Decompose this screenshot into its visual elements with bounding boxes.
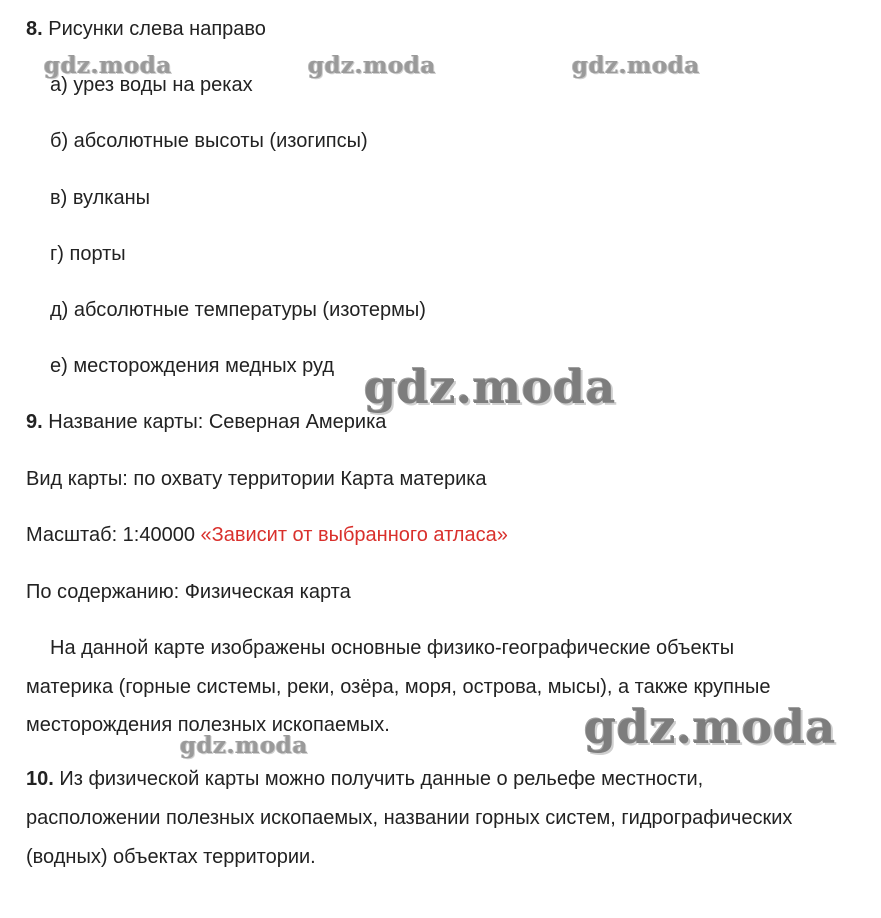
q9-map-name-line [26,410,386,434]
q8-item-b: б) абсолютные высоты (изогипсы) [50,130,368,152]
q9-map-type: Вид карты: по охвату территории Карта материка [26,468,487,490]
watermark-logo: gdz.moda [364,360,616,414]
q10-line-3: (водных) объектах территории. [26,846,316,868]
q9-scale-line [26,523,508,547]
watermark-logo: gdz.moda [572,52,700,79]
q9-paragraph-line-3: месторождения полезных ископаемых. [26,714,390,736]
q9-scale-note: «Зависит от выбранного атласа» [200,524,508,546]
q9-scale-label: Масштаб: 1:40000 [26,524,201,546]
watermark-logo: gdz.moda [180,732,308,759]
q8-item-d: г) порты [50,243,126,265]
q9-paragraph-line-2: материка (горные системы, реки, озёра, моря, острова, мысы), а также крупные [26,676,771,698]
q8-title: Рисунки слева направо [48,18,266,40]
q8-item-e: д) абсолютные температуры (изотермы) [50,299,426,321]
q10-line-2: расположении полезных ископаемых, названии горных систем, гидрографических [26,807,793,829]
q8-item-a: а) урез воды на реках [50,74,253,96]
watermark-logo: gdz.moda [44,52,172,79]
q8-item-c: в) вулканы [50,187,150,209]
q9-number: 9. [26,411,43,433]
q10-line-1 [26,767,703,791]
q10-number: 10. [26,768,54,790]
q8-item-f: е) месторождения медных руд [50,355,335,377]
q9-map-name: Название карты: Северная Америка [48,411,387,433]
q8-heading [26,17,266,41]
watermark-logo: gdz.moda [584,700,836,754]
q9-paragraph-line-1: На данной карте изображены основные физико-географические объекты [50,637,735,659]
q10-text-1: Из физической карты можно получить данные о рельефе местности, [53,768,704,790]
q8-number: 8. [26,18,43,40]
watermark-logo: gdz.moda [308,52,436,79]
q9-content: По содержанию: Физическая карта [26,581,351,603]
